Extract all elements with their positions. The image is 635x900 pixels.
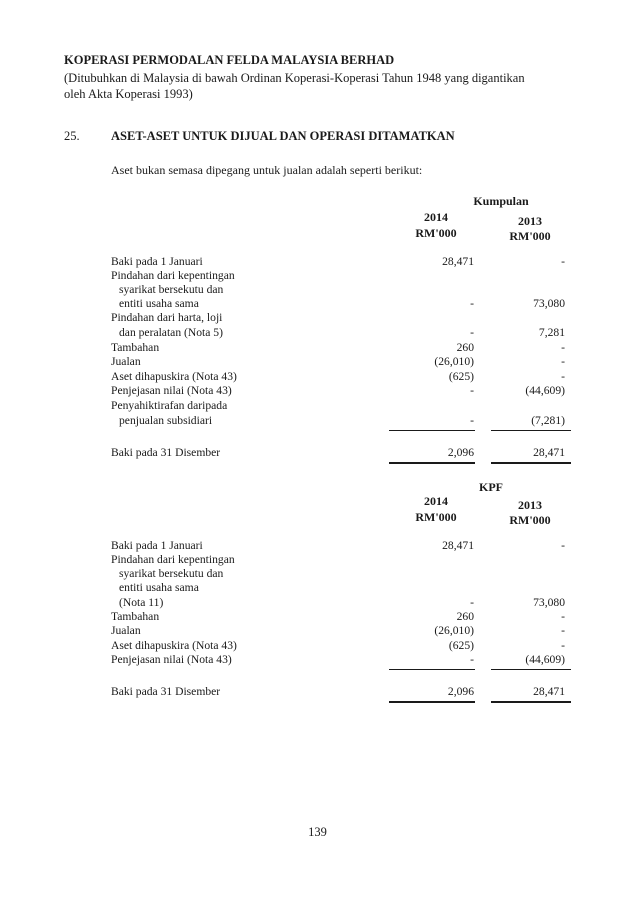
company-subtitle-line1: (Ditubuhkan di Malaysia di bawah Ordinan Koperasi-Koperasi Tahun 1948 yang digantikan xyxy=(64,71,525,85)
row-label: Jualan xyxy=(111,624,141,637)
table-row xyxy=(111,567,571,581)
total-rule-2014 xyxy=(389,701,475,703)
value-2014: (26,010) xyxy=(434,624,474,637)
unit-2014-heading: RM'000 xyxy=(415,226,457,240)
value-2013: - xyxy=(561,255,565,268)
value-2014: - xyxy=(470,596,474,609)
value-2013: - xyxy=(561,610,565,623)
row-label: penjualan subsidiari xyxy=(119,414,213,427)
row-label: Tambahan xyxy=(111,341,160,354)
value-2014: - xyxy=(470,414,474,427)
subtotal-rule-2013 xyxy=(491,669,571,670)
value-2013: - xyxy=(561,539,565,552)
page-number: 139 xyxy=(308,825,327,839)
table-row xyxy=(111,355,571,369)
value-2013: - xyxy=(561,624,565,637)
company-subtitle-line2: oleh Akta Koperasi 1993) xyxy=(64,87,193,101)
total-rule-2014 xyxy=(389,462,475,464)
table-row xyxy=(111,384,571,398)
value-2014: - xyxy=(470,653,474,666)
table-row xyxy=(111,297,571,311)
row-label: (Nota 11) xyxy=(119,596,164,609)
value-2014: 260 xyxy=(456,341,474,354)
table-row xyxy=(111,326,571,340)
total-rule-2013 xyxy=(491,462,571,464)
total-value-2014: 2,096 xyxy=(447,446,474,459)
value-2014: (625) xyxy=(448,370,474,383)
total-label: Baki pada 31 Disember xyxy=(111,446,221,459)
subtotal-rule-2014 xyxy=(389,669,475,670)
year-2014-heading: 2014 xyxy=(424,210,448,224)
section-number: 25. xyxy=(64,129,80,143)
table-kpf xyxy=(111,480,571,710)
section-intro: Aset bukan semasa dipegang untuk jualan adalah seperti berikut: xyxy=(111,163,423,177)
row-label: Aset dihapuskira (Nota 43) xyxy=(111,639,237,652)
total-row xyxy=(111,446,571,460)
row-label: entiti usaha sama xyxy=(119,581,199,594)
value-2014: (625) xyxy=(448,639,474,652)
unit-2013-heading: RM'000 xyxy=(509,229,551,243)
value-2013: 73,080 xyxy=(533,596,565,609)
table-row xyxy=(111,639,571,653)
row-label: Baki pada 1 Januari xyxy=(111,539,203,552)
total-row xyxy=(111,685,571,699)
total-value-2014: 2,096 xyxy=(447,685,474,698)
row-label: Jualan xyxy=(111,355,141,368)
row-label: entiti usaha sama xyxy=(119,297,199,310)
year-2013-heading: 2013 xyxy=(518,214,542,228)
table-row xyxy=(111,399,571,413)
subtotal-rule-2014 xyxy=(389,430,475,431)
value-2014: 28,471 xyxy=(442,255,474,268)
value-2014: (26,010) xyxy=(434,355,474,368)
total-value-2013: 28,471 xyxy=(533,446,565,459)
value-2013: (7,281) xyxy=(531,414,565,427)
table-row xyxy=(111,370,571,384)
table-row xyxy=(111,553,571,567)
row-label: Aset dihapuskira (Nota 43) xyxy=(111,370,237,383)
total-value-2013: 28,471 xyxy=(533,685,565,698)
value-2014: 28,471 xyxy=(442,539,474,552)
value-2014: - xyxy=(470,384,474,397)
table-row xyxy=(111,653,571,667)
value-2013: - xyxy=(561,639,565,652)
table-kumpulan xyxy=(111,194,571,474)
row-label: Pindahan dari kepentingan xyxy=(111,553,235,566)
value-2013: (44,609) xyxy=(525,653,565,666)
unit-2013-heading: RM'000 xyxy=(509,513,551,527)
table-row xyxy=(111,341,571,355)
table-row xyxy=(111,269,571,283)
year-2014-heading: 2014 xyxy=(424,494,448,508)
table-row xyxy=(111,610,571,624)
row-label: Baki pada 1 Januari xyxy=(111,255,203,268)
value-2013: - xyxy=(561,341,565,354)
total-label: Baki pada 31 Disember xyxy=(111,685,221,698)
row-label: syarikat bersekutu dan xyxy=(119,283,224,296)
value-2013: 73,080 xyxy=(533,297,565,310)
row-label: syarikat bersekutu dan xyxy=(119,567,224,580)
row-label: dan peralatan (Nota 5) xyxy=(119,326,223,339)
row-label: Pindahan dari harta, loji xyxy=(111,311,223,324)
table-row xyxy=(111,624,571,638)
value-2014: 260 xyxy=(456,610,474,623)
row-label: Penjejasan nilai (Nota 43) xyxy=(111,653,232,666)
value-2013: - xyxy=(561,370,565,383)
table-row xyxy=(111,596,571,610)
table-row xyxy=(111,283,571,297)
row-label: Pindahan dari kepentingan xyxy=(111,269,235,282)
row-label: Penyahiktirafan daripada xyxy=(111,399,228,412)
value-2014: - xyxy=(470,297,474,310)
company-name: KOPERASI PERMODALAN FELDA MALAYSIA BERHAD xyxy=(64,53,395,67)
table-group-heading: KPF xyxy=(479,480,503,494)
table-row xyxy=(111,539,571,553)
row-label: Penjejasan nilai (Nota 43) xyxy=(111,384,232,397)
year-2013-heading: 2013 xyxy=(518,498,542,512)
value-2013: (44,609) xyxy=(525,384,565,397)
table-row xyxy=(111,311,571,325)
value-2013: 7,281 xyxy=(538,326,565,339)
value-2014: - xyxy=(470,326,474,339)
unit-2014-heading: RM'000 xyxy=(415,510,457,524)
table-row xyxy=(111,414,571,428)
table-group-heading: Kumpulan xyxy=(473,194,529,208)
row-label: Tambahan xyxy=(111,610,160,623)
subtotal-rule-2013 xyxy=(491,430,571,431)
total-rule-2013 xyxy=(491,701,571,703)
table-row xyxy=(111,255,571,269)
table-row xyxy=(111,581,571,595)
section-title: ASET-ASET UNTUK DIJUAL DAN OPERASI DITAMATKAN xyxy=(111,129,455,143)
value-2013: - xyxy=(561,355,565,368)
